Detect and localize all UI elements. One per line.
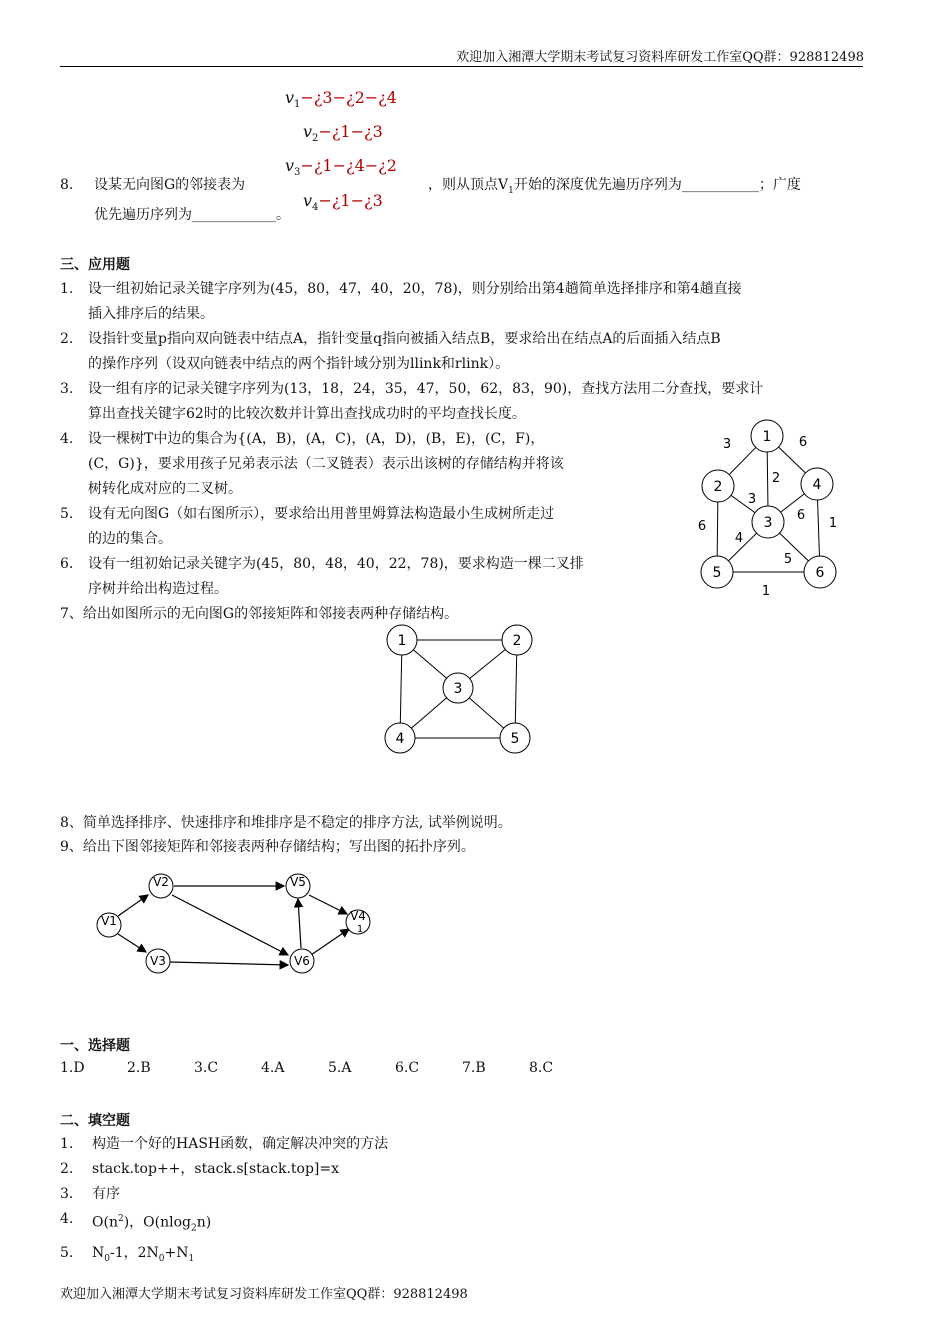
fill-q8-line1: 8. 设某无向图G的邻接表为: [60, 177, 246, 193]
choice-answer-5: 5.A: [328, 1060, 352, 1076]
q4-line1: 设一棵树T中边的集合为{(A，B)，(A，C)，(A，D)，(B，E)，(C，F)，: [88, 431, 545, 447]
q9-node-v5: V5: [290, 875, 306, 889]
adj-row-3-tail: −¿1−¿4−¿2: [300, 156, 397, 176]
choice-answer-2: 2.B: [127, 1060, 151, 1076]
q7-line: 7、给出如图所示的无向图G的邻接矩阵和邻接表两种存储结构。: [60, 606, 459, 622]
q9-node-v2: V2: [153, 875, 169, 889]
page-footer: 欢迎加入湘潭大学期末考试复习资料库研发工作室QQ群：928812498: [60, 1287, 468, 1302]
fill-answer-5: $N_0-1$，$2N_0+N_1$: [92, 1245, 195, 1265]
wg-weight-4-3: 6: [796, 508, 806, 523]
fill-q8-line2: 优先遍历序列为____________。: [94, 207, 290, 223]
choice-answer-6: 6.C: [395, 1060, 420, 1076]
q9-node-v4: V4: [350, 909, 366, 923]
q7-node-3: 3: [453, 681, 463, 697]
directed-graph-figure: [90, 866, 390, 986]
choice-answer-1: 1.D: [60, 1060, 85, 1076]
q7-node-1: 1: [397, 633, 407, 649]
q7-node-5: 5: [510, 731, 520, 747]
q9-node-v3: V3: [150, 954, 166, 968]
q4-line2: (C，G)}，要求用孩子兄弟表示法（二叉链表）表示出该树的存储结构并将该: [88, 456, 564, 472]
q2-line1: 设指针变量p指向双向链表中结点A，指针变量q指向被插入结点B，要求给出在结点A的后面插入结点B: [88, 331, 721, 347]
q6-line1: 设有一组初始记录关键字为(45，80，48，40，22，78)，要求构造一棵二叉排: [88, 556, 584, 572]
graph-q7-figure: [380, 622, 540, 756]
wg-node-2: 2: [713, 479, 723, 495]
adj-row-3: $v_3-¿1-¿4-¿2$: [285, 156, 397, 179]
weighted-graph-figure: [690, 412, 850, 602]
adjacency-list: [285, 84, 425, 221]
fill-answer-4: $O(n^2)$，O(nlog$_2$n): [92, 1214, 212, 1234]
wg-weight-3-5: 4: [734, 531, 744, 546]
wg-weight-2-3: 3: [747, 492, 757, 507]
choice-answers: [60, 1060, 596, 1076]
page-header: 欢迎加入湘潭大学期末考试复习资料库研发工作室QQ群：928812498: [456, 50, 864, 65]
section-title-fill: 二、填空题: [60, 1113, 130, 1129]
choice-answer-8: 8.C: [529, 1060, 554, 1076]
fill-answer-1: 构造一个好的HASH函数，确定解决冲突的方法: [92, 1136, 389, 1152]
wg-weight-1-3: 2: [771, 471, 781, 486]
q1-line2: 插入排序后的结果。: [88, 306, 214, 322]
wg-node-6: 6: [815, 565, 825, 581]
q7-node-4: 4: [395, 731, 405, 747]
wg-node-3: 3: [763, 515, 773, 531]
wg-weight-4-6: 1: [828, 516, 838, 531]
adj-row-4: $v_4-¿1-¿3$: [303, 190, 383, 213]
wg-weight-5-6: 1: [761, 584, 771, 599]
wg-node-1: 1: [762, 429, 772, 445]
choice-answer-7: 7.B: [462, 1060, 486, 1076]
fill-answer-3: 有序: [92, 1186, 120, 1202]
q3-line2: 算出查找关键字62时的比较次数并计算出查找成功时的平均查找长度。: [88, 406, 526, 422]
adj-row-1: $v_1-¿3-¿2-¿4$: [285, 88, 397, 111]
q3-line1: 设一组有序的记录关键字序列为(13，18，24，35，47，50，62，83，90)，查找方法用二分查找，要求计: [88, 381, 764, 397]
choice-answer-4: 4.A: [261, 1060, 285, 1076]
wg-node-5: 5: [712, 565, 722, 581]
adj-row-2-tail: −¿1−¿3: [318, 122, 383, 142]
wg-weight-3-6: 5: [783, 552, 793, 567]
q8-sort-line: 8、简单选择排序、快速排序和堆排序是不稳定的排序方法, 试举例说明。: [60, 815, 512, 831]
fill-q8-line1-right: ，则从顶点$V_1$开始的深度优先遍历序列为___________；广度: [428, 177, 801, 196]
fill-answers: 1. 构造一个好的HASH函数，确定解决冲突的方法 2. stack.top++，stack.s[stack.top]=x 3. 有序 4. $O(n^2)$，O(nlog$_2$n) 5. $N_0-1$，$2N_0+N_1$: [60, 1132, 863, 1272]
q9-node-v6: V6: [294, 954, 310, 968]
adj-row-4-tail: −¿1−¿3: [318, 190, 383, 210]
q9-node-v1: V1: [101, 914, 117, 928]
q9-node-v4-extra: 1: [356, 924, 364, 935]
q1-line1: 设一组初始记录关键字序列为(45，80，47，40，20，78)，则分别给出第4趟简单选择排序和第4趟直接: [88, 281, 742, 297]
q5-line1: 设有无向图G（如右图所示），要求给出用普里姆算法构造最小生成树所走过: [88, 506, 555, 522]
wg-weight-1-2: 3: [722, 437, 732, 452]
q9-graph-line: 9、给出下图邻接矩阵和邻接表两种存储结构；写出图的拓扑序列。: [60, 839, 475, 855]
adj-row-1-tail: −¿3−¿2−¿4: [300, 88, 397, 107]
header-rule: [60, 66, 863, 67]
wg-weight-2-5: 6: [697, 519, 707, 534]
choice-answer-3: 3.C: [194, 1060, 219, 1076]
q7-node-2: 2: [512, 633, 522, 649]
section-title-choice: 一、选择题: [60, 1038, 130, 1054]
application-questions: 1. 设一组初始记录关键字序列为(45，80，47，40，20，78)，则分别给出第4趟简单选择排序和第4趟直接 插入排序后的结果。 2. 设指针变量p指向双向链表中结点A，指针变量q指向被插入结点B，要求给出在结点A的后面插入结点B 的操作序列（设双向链表中结点的两个指针域分别为llink和rlink）。 3. 设一组有序的记录关键字序列为(13，18，24，35，47，50，62，83，90)，查找方法用二分查找，要求计 算出查找关键字62时的比较次数并计算出查找成功时的平均查找长度。 4. 设一棵树T中边的集合为{(A，B)，(A，C)，(A，D)，(B，E)，(C，F)， (C，G)}，要求用孩子兄弟表示法（二叉链表）表示出该树的存储结构并将该 树转化成对应的二叉树。 5. 设有无向图G（如右图所示），要求给出用普里姆算法构造最小生成树所走过 的边的集合。 6. 设有一组初始记录关键字为(45，80，48，40，22，78)，要求构造一棵二叉排 序树并给出构造过程。 7、给出如图所示的无向图G的邻接矩阵和邻接表两种存储结构。: [60, 277, 863, 627]
section-title-applications: 三、应用题: [60, 257, 130, 273]
wg-weight-1-4: 6: [798, 435, 808, 450]
adj-row-2: $v_2-¿1-¿3$: [303, 122, 383, 145]
q4-line3: 树转化成对应的二叉树。: [88, 481, 242, 497]
wg-node-4: 4: [812, 477, 822, 493]
fill-answer-2: stack.top++，stack.s[stack.top]=x: [92, 1161, 340, 1177]
q6-line2: 序树并给出构造过程。: [88, 581, 228, 597]
q2-line2: 的操作序列（设双向链表中结点的两个指针域分别为llink和rlink）。: [88, 356, 510, 372]
q5-line2: 的边的集合。: [88, 531, 172, 547]
